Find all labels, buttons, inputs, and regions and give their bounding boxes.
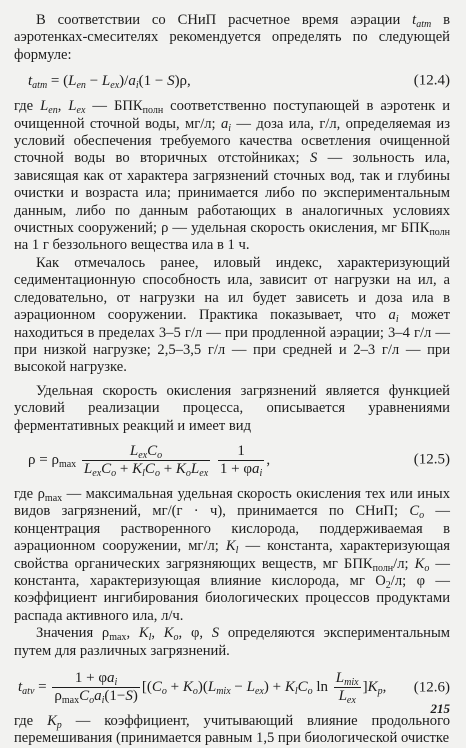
paragraph-sludge-index: Как отмечалось ранее, иловый индекс, характеризующий седиментационную способность ила, зависит от нагрузки на ил, а следовательно, от нагрузки на ил будет зависеть и доза ила в аэрационном сооружении. Практика показывает, что $a_i$ может находиться в пределах 3–5 г/л — при продленной аэрации; 3–4 г/л — при низкой нагрузке; 2,5–3,5 г/л — при средней и 2–3 г/л — при высокой нагрузке. [14,254,451,376]
equation-number: (12.6) [413,679,450,695]
paragraph-definitions-3: где $K_p$ — коэффициент, учитывающий влияние продольного перемешивания (принимается равным 1,5 при биологической очистке [14,713,450,747]
equation-12-4: $t_{atm} = (L_{en} - L_{ex})/a_i(1 - S)\rho$, (12.4) [28,72,450,91]
paragraph-oxidation-rate: Удельная скорость окисления загрязнений является функцией условий реализации процесса, описывается уравнениями ферментативных реакций и имеет вид [14,382,450,434]
paragraph-definitions-2: где $\rho_{max}$ — максимальная удельная скорость окисления тех или иных видов загрязнений, мг/(г · ч), принимается по СНиП; $C_o$ — концентрация растворенного кислорода, поддерживаемая в аэрационном сооружении, мг/л; $K_l$ — константа, характеризующая свойства органических загрязняющих веществ, мг $БПК_{полн}/л$; $K_o$ — константа, характеризующая влияние кислорода, мг $O_2/л$; φ — коэффициент ингибирования биологических процессов продуктами распада активного ила, л/ч. [14,485,450,624]
paragraph-definitions-1: где $L_{en}$, $L_{ex}$ — $БПК_{полн}$ соответственно поступающей в аэротенк и очищенной сточной воды, мг/л; $a_i$ — доза ила, г/л, определяемая из условий обеспечения требуемого качества осветления очищенной сточной воды во вторичных отстойниках; S — зольность ила, зависящая как от характера загрязнений сточных вод, так и глубины очистки и возраста ила; принимается либо по экспериментальным данным, либо по данным работающих в аналогичных условиях очистных сооружений; ρ — удельная скорость окисления, мг $БПК_{полн}$ на 1 г беззольного вещества ила в 1 ч. [14,98,451,254]
equation-12-5: $\rho = \rho_{max}$ $\frac{L_{ex}C_o}{L_{ex}C_o + K_lC_o + K_oL_{ex}}$ $\frac{1}{1 + \varphi a_i}$ , (12.5) [28,442,450,479]
equation-12-6: $t_{atv}$ = $\frac{1 + \varphi a_i}{\rho_{max}C_oa_i(1-S)}$ [$(C_o + K_o)(L_{mix} - L_{ex}) + K_lC_o$ ln $\frac{L_{mix}}{L_{ex}}$ ]$K_p$, (12.6) [18,670,450,706]
paragraph-values: Значения $\rho_{max}$, $K_l$, $K_o$, φ, S определяются экспериментальным путем для различных загрязнений. [14,625,450,659]
paragraph-intro: В соответствии со СНиП расчетное время аэрации $t_{atm}$ в аэротенках-смесителях рекомендуется определять по следующей формуле: [14,12,450,63]
equation-number: (12.4) [413,72,450,89]
equation-number: (12.5) [413,451,450,468]
page-number: 215 [430,701,450,716]
